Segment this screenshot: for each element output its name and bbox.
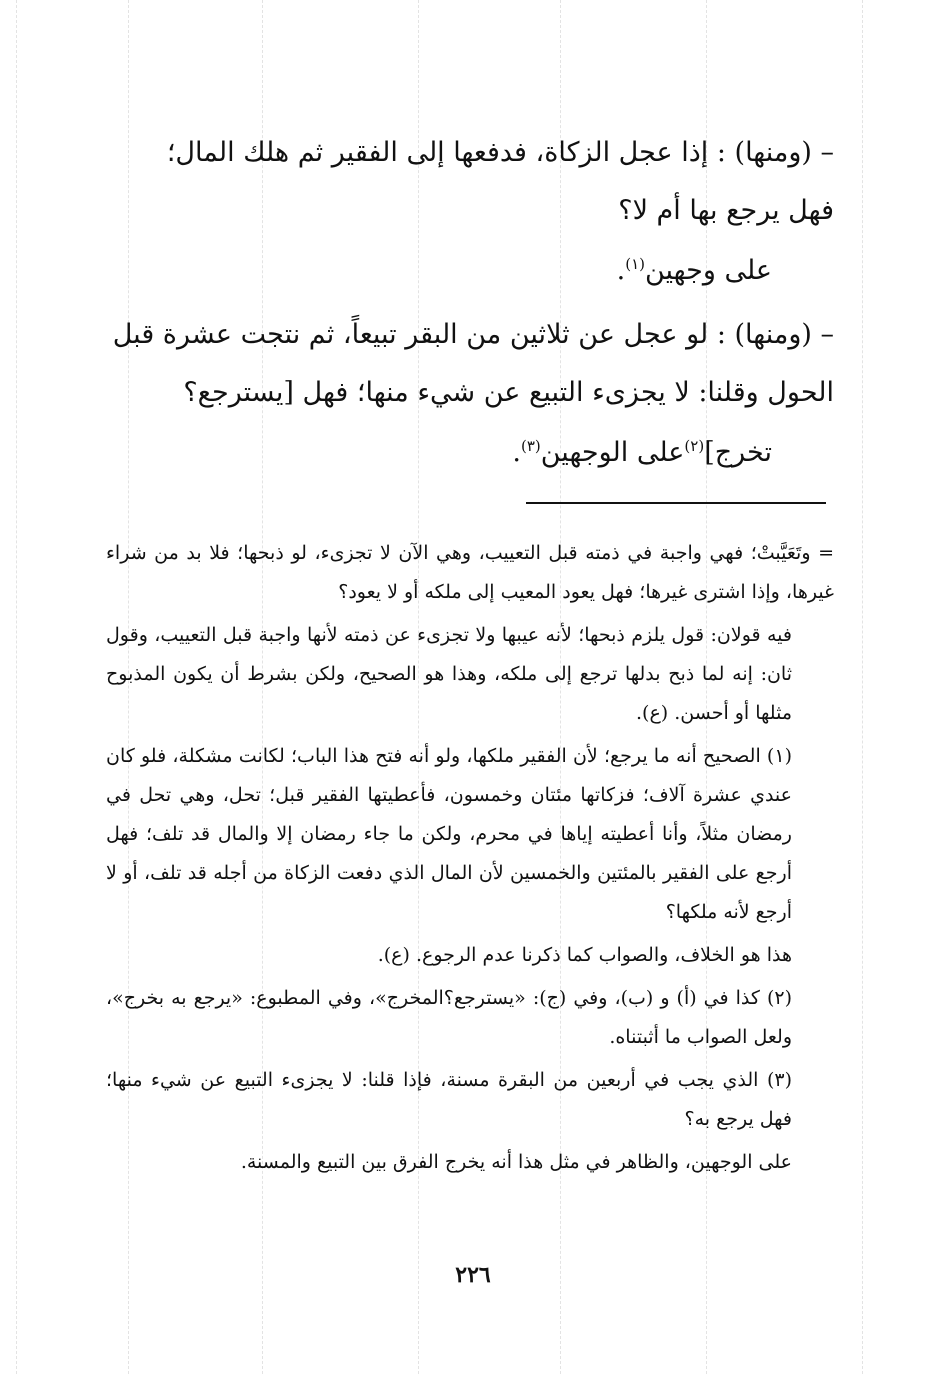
footnote-3-b: على الوجهين، والظاهر في مثل هذا أنه يخرج الفرق بين التبيع والمسنة.	[240, 1151, 792, 1173]
paragraph-1-line-2: فهل يرجع بها أم لا؟	[618, 195, 834, 226]
paragraph-3-line-2: الحول وقلنا: لا يجزىء التبيع عن شيء منها؛ فهل [يسترجع؟	[183, 377, 834, 408]
paragraph-2-text: على وجهين	[644, 255, 772, 286]
footnote-separator	[526, 502, 826, 504]
paragraph-1-line-1: – (ومنها) : إذا عجل الزكاة، فدفعها إلى الفقير ثم هلك المال؛	[166, 137, 834, 168]
paragraph-3-text-b: على الوجهين	[540, 437, 685, 468]
footnote-1-a: (١) الصحيح أنه ما يرجع؛ لأن الفقير ملكها، ولو أنه فتح هذا الباب؛ لكانت مشكلة، فلو كان عندي عشرة آلاف؛ فزكاتها مئتان وخمسون، فأعطيتها الفقير قبل؛ تحل، وهي تحل في رمضان مثلاً، وأنا أعطيته إياها في محرم، ولكن ما جاء رمضان إلا والمال قد تلف؛ فهل أرجع على الفقير بالمئتين والخمسين لأن المال الذي دفعت الزكاة من أجله قد تلف، أو لا أرجع لأنه ملكها؟	[106, 745, 792, 923]
footnote-continued-b: فيه قولان: قول يلزم ذبحها؛ لأنه عيبها ولا تجزىء عن ذمته لأنها واجبة قبل التعييب، وقول ثان: إنه لما ذبح بدلها ترجع إلى ملكه، وهذا هو الصحيح، ولكن بشرط أن يكون المذبوح مثلها أو أحسن. (ع).	[106, 624, 792, 724]
footnote-1-b: هذا هو الخلاف، والصواب كما ذكرنا عدم الرجوع. (ع).	[377, 944, 792, 966]
paragraph-3-line-3	[106, 424, 834, 482]
paragraph-3-line-1: – (ومنها) : لو عجل عن ثلاثين من البقر تبيعاً، ثم نتجت عشرة قبل	[112, 319, 834, 350]
paragraph-2	[106, 242, 834, 300]
paragraph-2-period: .	[616, 255, 626, 286]
footnote-ref-3[interactable]: (٣)	[520, 437, 541, 455]
scan-guide-line	[862, 0, 863, 1374]
footnote-ref-1[interactable]: (١)	[625, 255, 645, 273]
page-number: ٢٢٦	[455, 1262, 491, 1288]
footnote-continued-a	[106, 534, 834, 612]
scan-guide-line	[16, 0, 17, 1374]
paragraph-3-period: .	[512, 437, 521, 468]
footnote-2: (٢) كذا في (أ) و (ب)، وفي (ج): «يسترجع؟المخرج»، وفي المطبوع: «يرجع به بخرج»، ولعل الصواب ما أثبتناه.	[106, 987, 793, 1048]
main-text	[106, 124, 834, 488]
paragraph-3-text-a: تخرج]	[704, 437, 772, 468]
continuation-mark: =	[818, 542, 834, 564]
footnote-3-a: (٣) الذي يجب في أربعين من البقرة مسنة، فإذا قلنا: لا يجزىء التبيع عن شيء منها؛ فهل يرجع به؟	[106, 1069, 792, 1130]
footnotes	[106, 534, 834, 1182]
footnote-continued-text: وتَعَيَّبتْ؛ فهي واجبة في ذمته قبل التعييب، وهي الآن لا تجزىء، لو ذبحها؛ فلا بد من شراء غيرها، وإذا اشترى غيرها؛ فهل يعود المعيب إلى ملكه أو لا يعود؟	[106, 542, 834, 603]
footnote-ref-2[interactable]: (٢)	[684, 437, 705, 455]
